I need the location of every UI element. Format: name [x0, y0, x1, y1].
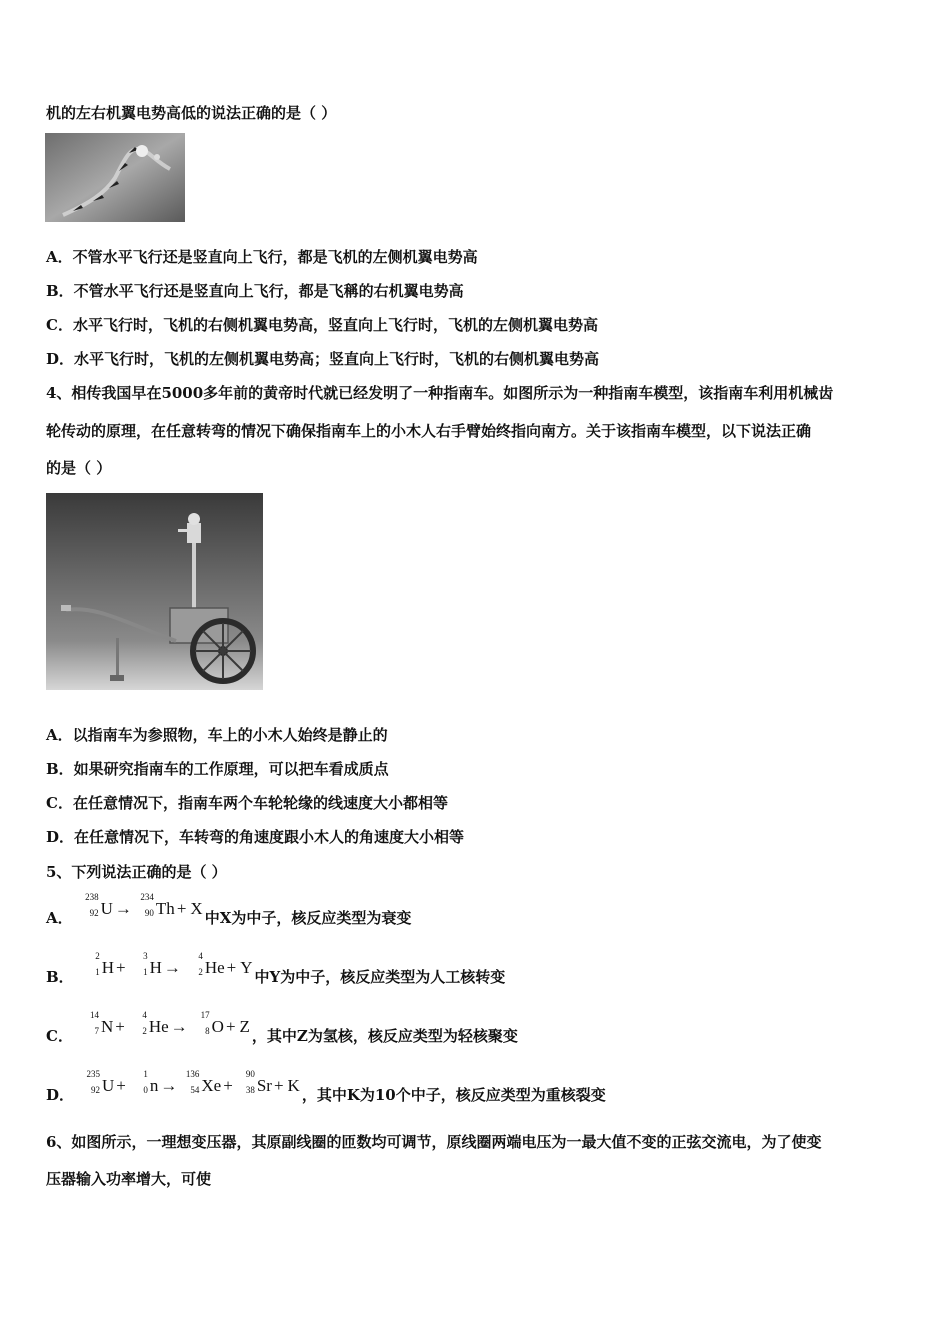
question-6-line-1: 6、如图所示，一理想变压器，其原副线圈的匝数均可调节，原线圈两端电压为一最大值不变的正弦交流电，为了使变 — [46, 1133, 822, 1151]
nuclear-equation: 2 1 H + 3 1 H → 4 2 He + Y — [95, 951, 253, 977]
question-3-option-c: C．水平飞行时，飞机的右侧机翼电势高，竖直向上飞行时，飞机的左侧机翼电势高 — [46, 316, 598, 334]
option-label: D． — [46, 1086, 75, 1104]
question-4-line-1: 4、相传我国早在5000多年前的黄帝时代就已经发明了一种指南车。如图所示为一种指南车模型，该指南车利用机械齿 — [46, 384, 834, 402]
question-3-option-b: B．不管水平飞行还是竖直向上飞行，都是飞稱的右机翼电势高 — [46, 282, 464, 300]
question-5-option-b — [46, 951, 506, 988]
option-text: ，其中Z为氢核，核反应类型为轻核聚变 — [251, 1027, 518, 1045]
question-6-line-2: 压器输入功率增大，可使 — [46, 1170, 212, 1188]
nuclear-equation: 238 92 U → 234 90 Th + X — [85, 892, 203, 918]
question-4-option-c: C．在任意情况下，指南车两个车轮轮缘的线速度大小都相等 — [46, 794, 448, 812]
question-3-option-a: A．不管水平飞行还是竖直向上飞行，都是飞机的左侧机翼电势高 — [46, 248, 478, 266]
option-label: A． — [46, 909, 73, 927]
question-4-line-2: 轮传动的原理，在任意转弯的情况下确保指南车上的小木人右手臂始终指向南方。关于该指南车模型，以下说法正确 — [46, 422, 812, 440]
question-4-option-a: A．以指南车为参照物，车上的小木人始终是静止的 — [46, 726, 388, 744]
question-4-option-b: B．如果研究指南车的工作原理，可以把车看成质点 — [46, 760, 389, 778]
question-5-option-c — [46, 1010, 518, 1047]
option-text: ，其中K为10个中子，核反应类型为重核裂变 — [301, 1086, 606, 1104]
nuclear-equation: 235 92 U + 1 0 n → 136 54 Xe + 90 38 Sr + K — [86, 1069, 300, 1095]
option-label: B． — [46, 968, 74, 986]
question-4-option-d: D．在任意情况下，车转弯的角速度跟小木人的角速度大小相等 — [46, 828, 465, 846]
option-text: 中Y为中子，核反应类型为人工核转变 — [254, 968, 506, 986]
question-3-tail: 机的左右机翼电势高低的说法正确的是（ ） — [46, 104, 337, 122]
aircraft-photo — [45, 133, 185, 222]
option-text: 中X为中子，核反应类型为衰变 — [204, 909, 412, 927]
question-5-option-d — [46, 1069, 606, 1106]
nuclear-equation: 14 7 N + 4 2 He → 17 8 O + Z — [89, 1010, 250, 1036]
question-5-stem: 5、下列说法正确的是（ ） — [46, 863, 227, 881]
question-3-option-d: D．水平飞行时，飞机的左侧机翼电势高；竖直向上飞行时，飞机的右侧机翼电势高 — [46, 350, 600, 368]
chariot-photo — [46, 493, 263, 690]
question-4-line-3: 的是（ ） — [46, 459, 112, 477]
question-5-option-a — [46, 892, 412, 929]
option-label: C． — [46, 1027, 73, 1045]
